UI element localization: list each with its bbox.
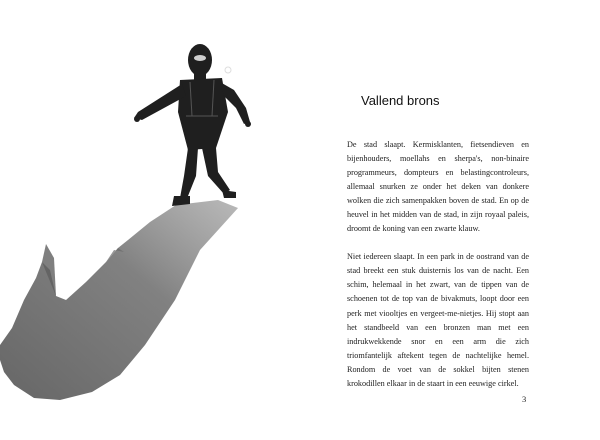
paragraph-1: De stad slaapt. Kermisklanten, fietsendieven en bijenhouders, moellahs en sherpa's, non-binaire programmeurs, dompteurs en belastingcontroleurs, allemaal snurken ze onder het deken van donkere wolken die zich samenpakken boven de stad. En op de heuvel in het midden van de stad, in zijn royaal paleis, droomt de koning van een zwarte klauw.	[347, 140, 529, 234]
masked-figure	[134, 44, 251, 206]
figure-shadow	[0, 200, 238, 400]
body-text	[347, 138, 529, 391]
paragraph-2: Niet iedereen slaapt. In een park in de oostrand van de stad breekt een stuk duisternis los van de nacht. Een schim, helemaal in het zwart, van de tippen van de schoenen tot de top van de bivakmuts, loopt door een perk met viooltjes en vergeet-me-nietjes. Hij stopt aan het standbeeld van een bronzen man met een indrukwekkende snor en een arm die zich triomfantelijk aftekent tegen de nachtelijke hemel. Rondom de voet van de sokkel bijten stenen krokodillen elkaar in de staart in een eeuwige cirkel.	[347, 252, 529, 388]
chapter-title: Vallend brons	[361, 93, 440, 108]
page-number: 3	[522, 394, 527, 404]
shoulder-mark	[225, 67, 231, 73]
pencil-drawing	[0, 0, 300, 435]
illustration	[0, 0, 300, 435]
